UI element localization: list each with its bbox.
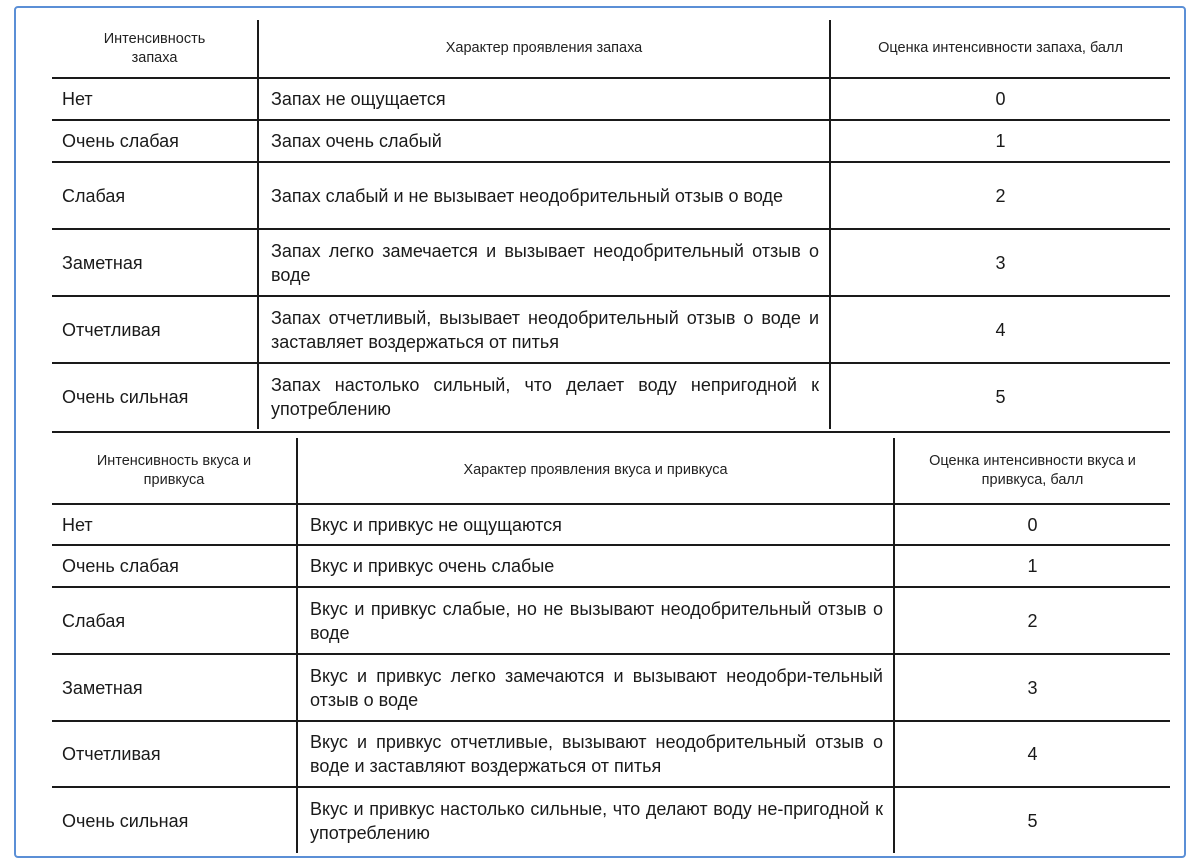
description-cell: Вкус и привкус настолько сильные, что делают воду не-пригодной к употреблению	[297, 787, 894, 853]
table-row	[52, 587, 1170, 654]
intensity-cell: Очень слабая	[52, 120, 258, 162]
description-cell: Вкус и привкус отчетливые, вызывают неодобрительный отзыв о воде и заставляют воздержаться от питья	[297, 721, 894, 787]
header-description: Характер проявления вкуса и привкуса	[297, 438, 894, 504]
intensity-cell: Нет	[52, 504, 297, 545]
odor-intensity-table	[52, 20, 1170, 429]
score-cell: 5	[894, 787, 1170, 853]
header-intensity: Интенсивность запаха	[52, 20, 258, 78]
intensity-cell: Очень слабая	[52, 545, 297, 587]
table-row	[52, 296, 1170, 363]
intensity-cell: Нет	[52, 78, 258, 120]
intensity-cell: Слабая	[52, 162, 258, 229]
table-row	[52, 229, 1170, 296]
table-header-row	[52, 20, 1170, 78]
table-row	[52, 654, 1170, 721]
description-cell: Запах отчетливый, вызывает неодобрительный отзыв о воде и заставляет воздержаться от питья	[258, 296, 830, 363]
description-cell: Запах очень слабый	[258, 120, 830, 162]
table-row	[52, 78, 1170, 120]
header-score: Оценка интенсивности запаха, балл	[830, 20, 1170, 78]
description-cell: Вкус и привкус не ощущаются	[297, 504, 894, 545]
intensity-cell: Отчетливая	[52, 296, 258, 363]
intensity-cell: Заметная	[52, 229, 258, 296]
intensity-cell: Очень сильная	[52, 363, 258, 429]
score-cell: 5	[830, 363, 1170, 429]
score-cell: 1	[830, 120, 1170, 162]
score-cell: 2	[830, 162, 1170, 229]
score-cell: 3	[830, 229, 1170, 296]
score-cell: 0	[830, 78, 1170, 120]
score-cell: 3	[894, 654, 1170, 721]
header-intensity: Интенсивность вкуса и привкуса	[52, 438, 297, 504]
score-cell: 1	[894, 545, 1170, 587]
intensity-cell: Отчетливая	[52, 721, 297, 787]
table-row	[52, 504, 1170, 545]
table-row	[52, 363, 1170, 429]
table-row	[52, 162, 1170, 229]
table-row	[52, 787, 1170, 853]
score-cell: 4	[894, 721, 1170, 787]
score-cell: 4	[830, 296, 1170, 363]
description-cell: Вкус и привкус слабые, но не вызывают неодобрительный отзыв о воде	[297, 587, 894, 654]
description-cell: Запах слабый и не вызывает неодобрительный отзыв о воде	[258, 162, 830, 229]
description-cell: Запах настолько сильный, что делает воду непригодной к употреблению	[258, 363, 830, 429]
score-cell: 2	[894, 587, 1170, 654]
description-cell: Запах не ощущается	[258, 78, 830, 120]
score-cell: 0	[894, 504, 1170, 545]
table-header-row	[52, 438, 1170, 504]
table-row	[52, 721, 1170, 787]
intensity-cell: Заметная	[52, 654, 297, 721]
table-row	[52, 545, 1170, 587]
table-separator	[52, 431, 1170, 433]
taste-intensity-table	[52, 438, 1170, 853]
description-cell: Вкус и привкус очень слабые	[297, 545, 894, 587]
intensity-cell: Очень сильная	[52, 787, 297, 853]
table-row	[52, 120, 1170, 162]
header-description: Характер проявления запаха	[258, 20, 830, 78]
header-score: Оценка интенсивности вкуса и привкуса, балл	[894, 438, 1170, 504]
description-cell: Запах легко замечается и вызывает неодобрительный отзыв о воде	[258, 229, 830, 296]
description-cell: Вкус и привкус легко замечаются и вызывают неодобри-тельный отзыв о воде	[297, 654, 894, 721]
intensity-cell: Слабая	[52, 587, 297, 654]
